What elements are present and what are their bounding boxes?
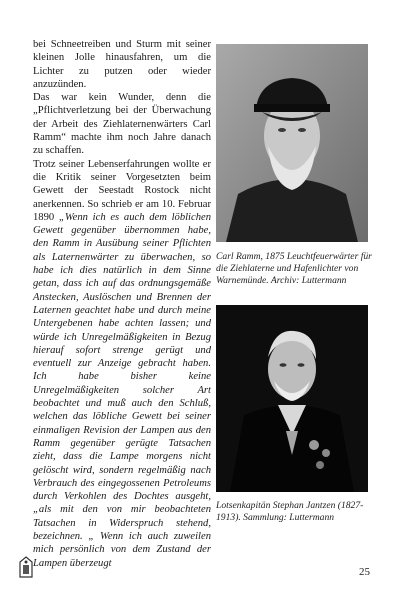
photo-caption: Lotsenkapitän Stephan Jantzen (1827-1913). Sammlung: Luttermann (216, 500, 364, 523)
portrait-photo-stephan-jantzen (216, 305, 368, 492)
portrait-photo-image (216, 305, 368, 492)
portrait-photo-image (216, 44, 368, 242)
page-number: 25 (359, 566, 370, 578)
photo-caption: Carl Ramm, 1875 Leuchtfeuerwärter für die Ziehlaterne und Hafenlichter von Warnemünde. Archiv: Luttermann (216, 251, 372, 286)
paragraph: Das war kein Wunder, denn die „Pflichtverletzung bei der Überwachung der Arbeit des Ziehlaternenwärters Carl Ramm“ machte ihm noch Jahre danach zu schaffen. (33, 92, 211, 157)
paragraph (33, 158, 211, 570)
quoted-letter: „Wenn ich es auch dem löblichen Gewett gegenüber übernommen habe, den Ramm in Ausübung seiner Pflichten als Laternenwärter zu überwachen, so habe ich dies natürlich in dem Sinne getan, dass ich auf das ordnungsgemäße Anstecken, Auslöschen und Brennen der Laternen geachtet habe und durch meine Untergebenen habe achten lassen; und würde ich Unregelmäßigkeiten in Bezug hierauf sofort strenge gerügt und eventuell zur Anzeige gebracht haben. Ich habe bisher keine Unregelmäßigkeiten solcher Art beobachtet und muß auch den Schluß, welchen das löbliche Gewett bei seiner einmaligen Revision der Lampen aus den Ramm gegenüber gerügte Tatsachen zieht, dass die Lampe morgens nicht gelöscht wird, sondern regelmäßig nach Verbrauch des eingegossenen Petroleums durch Verkohlen des Dochtes ausgeht, „als mit den von mir beobachteten Tatsachen in Widerspruch stehend, bezeichnen. „ Wenn ich auch zuweilen mich persönlich von dem Zustand der Lampen überzeugt (33, 211, 211, 569)
body-text-column (33, 38, 211, 570)
paragraph-intro: Trotz seiner Lebenserfahrungen wollte er die Kritik seiner Vorgesetzten beim Gewett der Seestadt Rostock nicht anerkennen. So schrieb er am 10. Februar 1890 (33, 158, 211, 223)
portrait-photo-carl-ramm (216, 44, 368, 242)
paragraph: bei Schneetreiben und Sturm mit seiner kleinen Jolle hinausfahren, um die Lichter zu putzen oder wieder anzuzünden. (33, 39, 211, 90)
publisher-logo-icon (18, 556, 34, 578)
